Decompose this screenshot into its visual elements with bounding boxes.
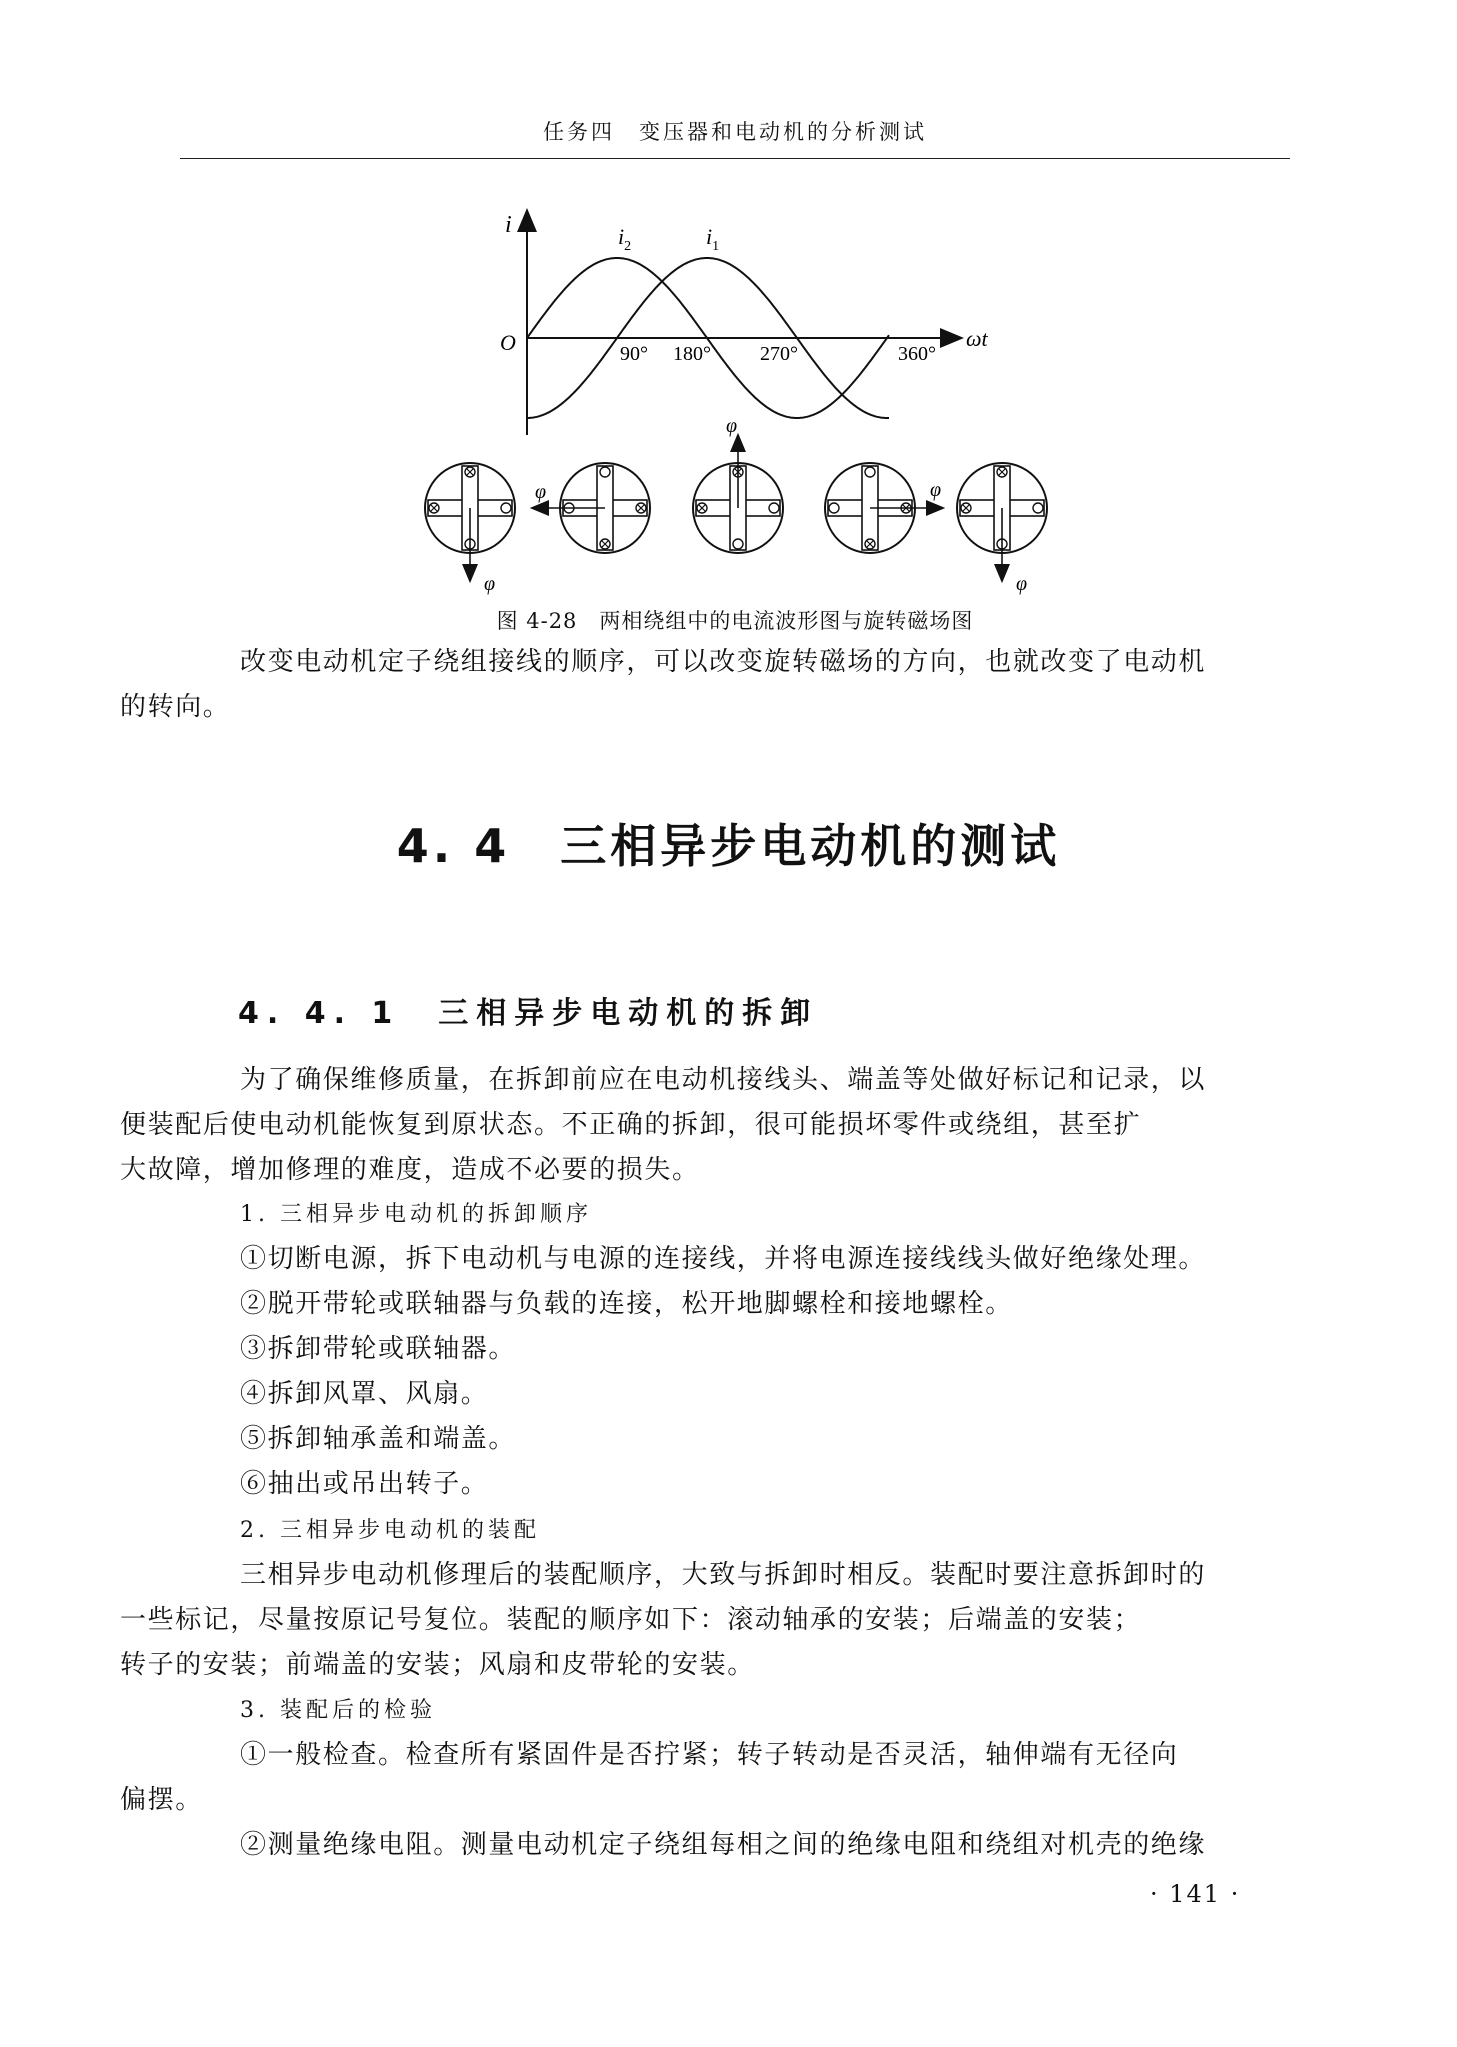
paragraph-line: 三相异步电动机修理后的装配顺序，大致与拆卸时相反。装配时要注意拆卸时的 xyxy=(240,1560,1207,1590)
paragraph-line: 改变电动机定子绕组接线的顺序，可以改变旋转磁场的方向，也就改变了电动机 xyxy=(240,647,1207,677)
x-axis-label: ωt xyxy=(966,326,988,351)
figure-4-28 xyxy=(0,0,1457,600)
paragraph-line: 大故障，增加修理的难度，造成不必要的损失。 xyxy=(120,1155,700,1185)
tick-90: 90° xyxy=(620,343,648,365)
step-1: ①切断电源，拆下电动机与电源的连接线，并将电源连接线线头做好绝缘处理。 xyxy=(240,1244,1207,1274)
step-2: ②脱开带轮或联轴器与负载的连接，松开地脚螺栓和接地螺栓。 xyxy=(240,1289,1013,1319)
phi-label: φ xyxy=(1016,573,1028,595)
conductor-mark xyxy=(829,503,839,513)
field-diagram xyxy=(533,463,650,553)
paragraph-line: 转子的安装；前端盖的安装；风扇和皮带轮的安装。 xyxy=(120,1650,755,1680)
heading-assembly: 2. 三相异步电动机的装配 xyxy=(240,1518,540,1543)
phi-label: φ xyxy=(535,481,547,503)
paragraph-assembly xyxy=(120,1553,1290,1688)
paragraph-line: 一些标记，尽量按原记号复位。装配的顺序如下：滚动轴承的安装；后端盖的安装； xyxy=(120,1605,1142,1635)
paragraph-intro xyxy=(120,640,1290,730)
step-4: ④拆卸风罩、风扇。 xyxy=(240,1379,489,1409)
field-diagram xyxy=(425,463,515,595)
heading-disassembly-order: 1. 三相异步电动机的拆卸顺序 xyxy=(240,1202,592,1227)
conductor-mark xyxy=(769,503,779,513)
rotating-field-diagrams xyxy=(425,415,1047,595)
conductor-mark xyxy=(501,503,511,513)
step-3: ③拆卸带轮或联轴器。 xyxy=(240,1334,517,1364)
tick-270: 270° xyxy=(760,343,798,365)
paragraph-check-1 xyxy=(120,1733,1290,1823)
paragraph-line: ②测量绝缘电阻。测量电动机定子绕组每相之间的绝缘电阻和绕组对机壳的绝缘 xyxy=(240,1830,1207,1860)
y-axis-label: i xyxy=(505,212,512,238)
phi-label: φ xyxy=(726,415,738,437)
figure-caption: 图 4-28 两相绕组中的电流波形图与旋转磁场图 xyxy=(496,609,974,633)
field-diagram xyxy=(957,463,1047,595)
step-6: ⑥抽出或吊出转子。 xyxy=(240,1469,489,1499)
conductor-mark xyxy=(1033,503,1043,513)
paragraph-line: ①一般检查。检查所有紧固件是否拧紧；转子转动是否灵活，轴伸端有无径向 xyxy=(240,1740,1179,1770)
phi-label: φ xyxy=(484,573,496,595)
heading-inspection: 3. 装配后的检验 xyxy=(240,1698,436,1723)
paragraph-line: 偏摆。 xyxy=(120,1785,203,1815)
conductor-mark xyxy=(733,539,743,549)
paragraph-check-2 xyxy=(180,1823,1290,1868)
conductor-mark xyxy=(865,467,875,477)
step-5: ⑤拆卸轴承盖和端盖。 xyxy=(240,1424,517,1454)
tick-360: 360° xyxy=(898,343,936,365)
subsection-title: 4. 4. 1 三相异步电动机的拆卸 xyxy=(238,996,819,1031)
phi-label: φ xyxy=(930,479,942,501)
section-title: 4. 4 三相异步电动机的测试 xyxy=(396,819,1061,873)
paragraph-line: 的转向。 xyxy=(120,692,231,722)
page-number: · 141 · xyxy=(1150,1880,1241,1908)
paragraph-line: 为了确保维修质量，在拆卸前应在电动机接线头、端盖等处做好标记和记录，以 xyxy=(240,1065,1207,1095)
field-diagram xyxy=(825,463,942,553)
paragraph-disassembly xyxy=(120,1058,1290,1193)
paragraph-line: 便装配后使电动机能恢复到原状态。不正确的拆卸，很可能损坏零件或绕组，甚至扩 xyxy=(120,1110,1142,1140)
conductor-mark xyxy=(600,467,610,477)
field-diagram xyxy=(693,415,783,553)
tick-180: 180° xyxy=(673,343,711,365)
running-header: 任务四 变压器和电动机的分析测试 xyxy=(543,120,927,144)
curve-i1-label: $i_1$ xyxy=(706,224,720,254)
origin-label: O xyxy=(500,330,516,355)
curve-i2-label: $i_2$ xyxy=(618,224,632,254)
